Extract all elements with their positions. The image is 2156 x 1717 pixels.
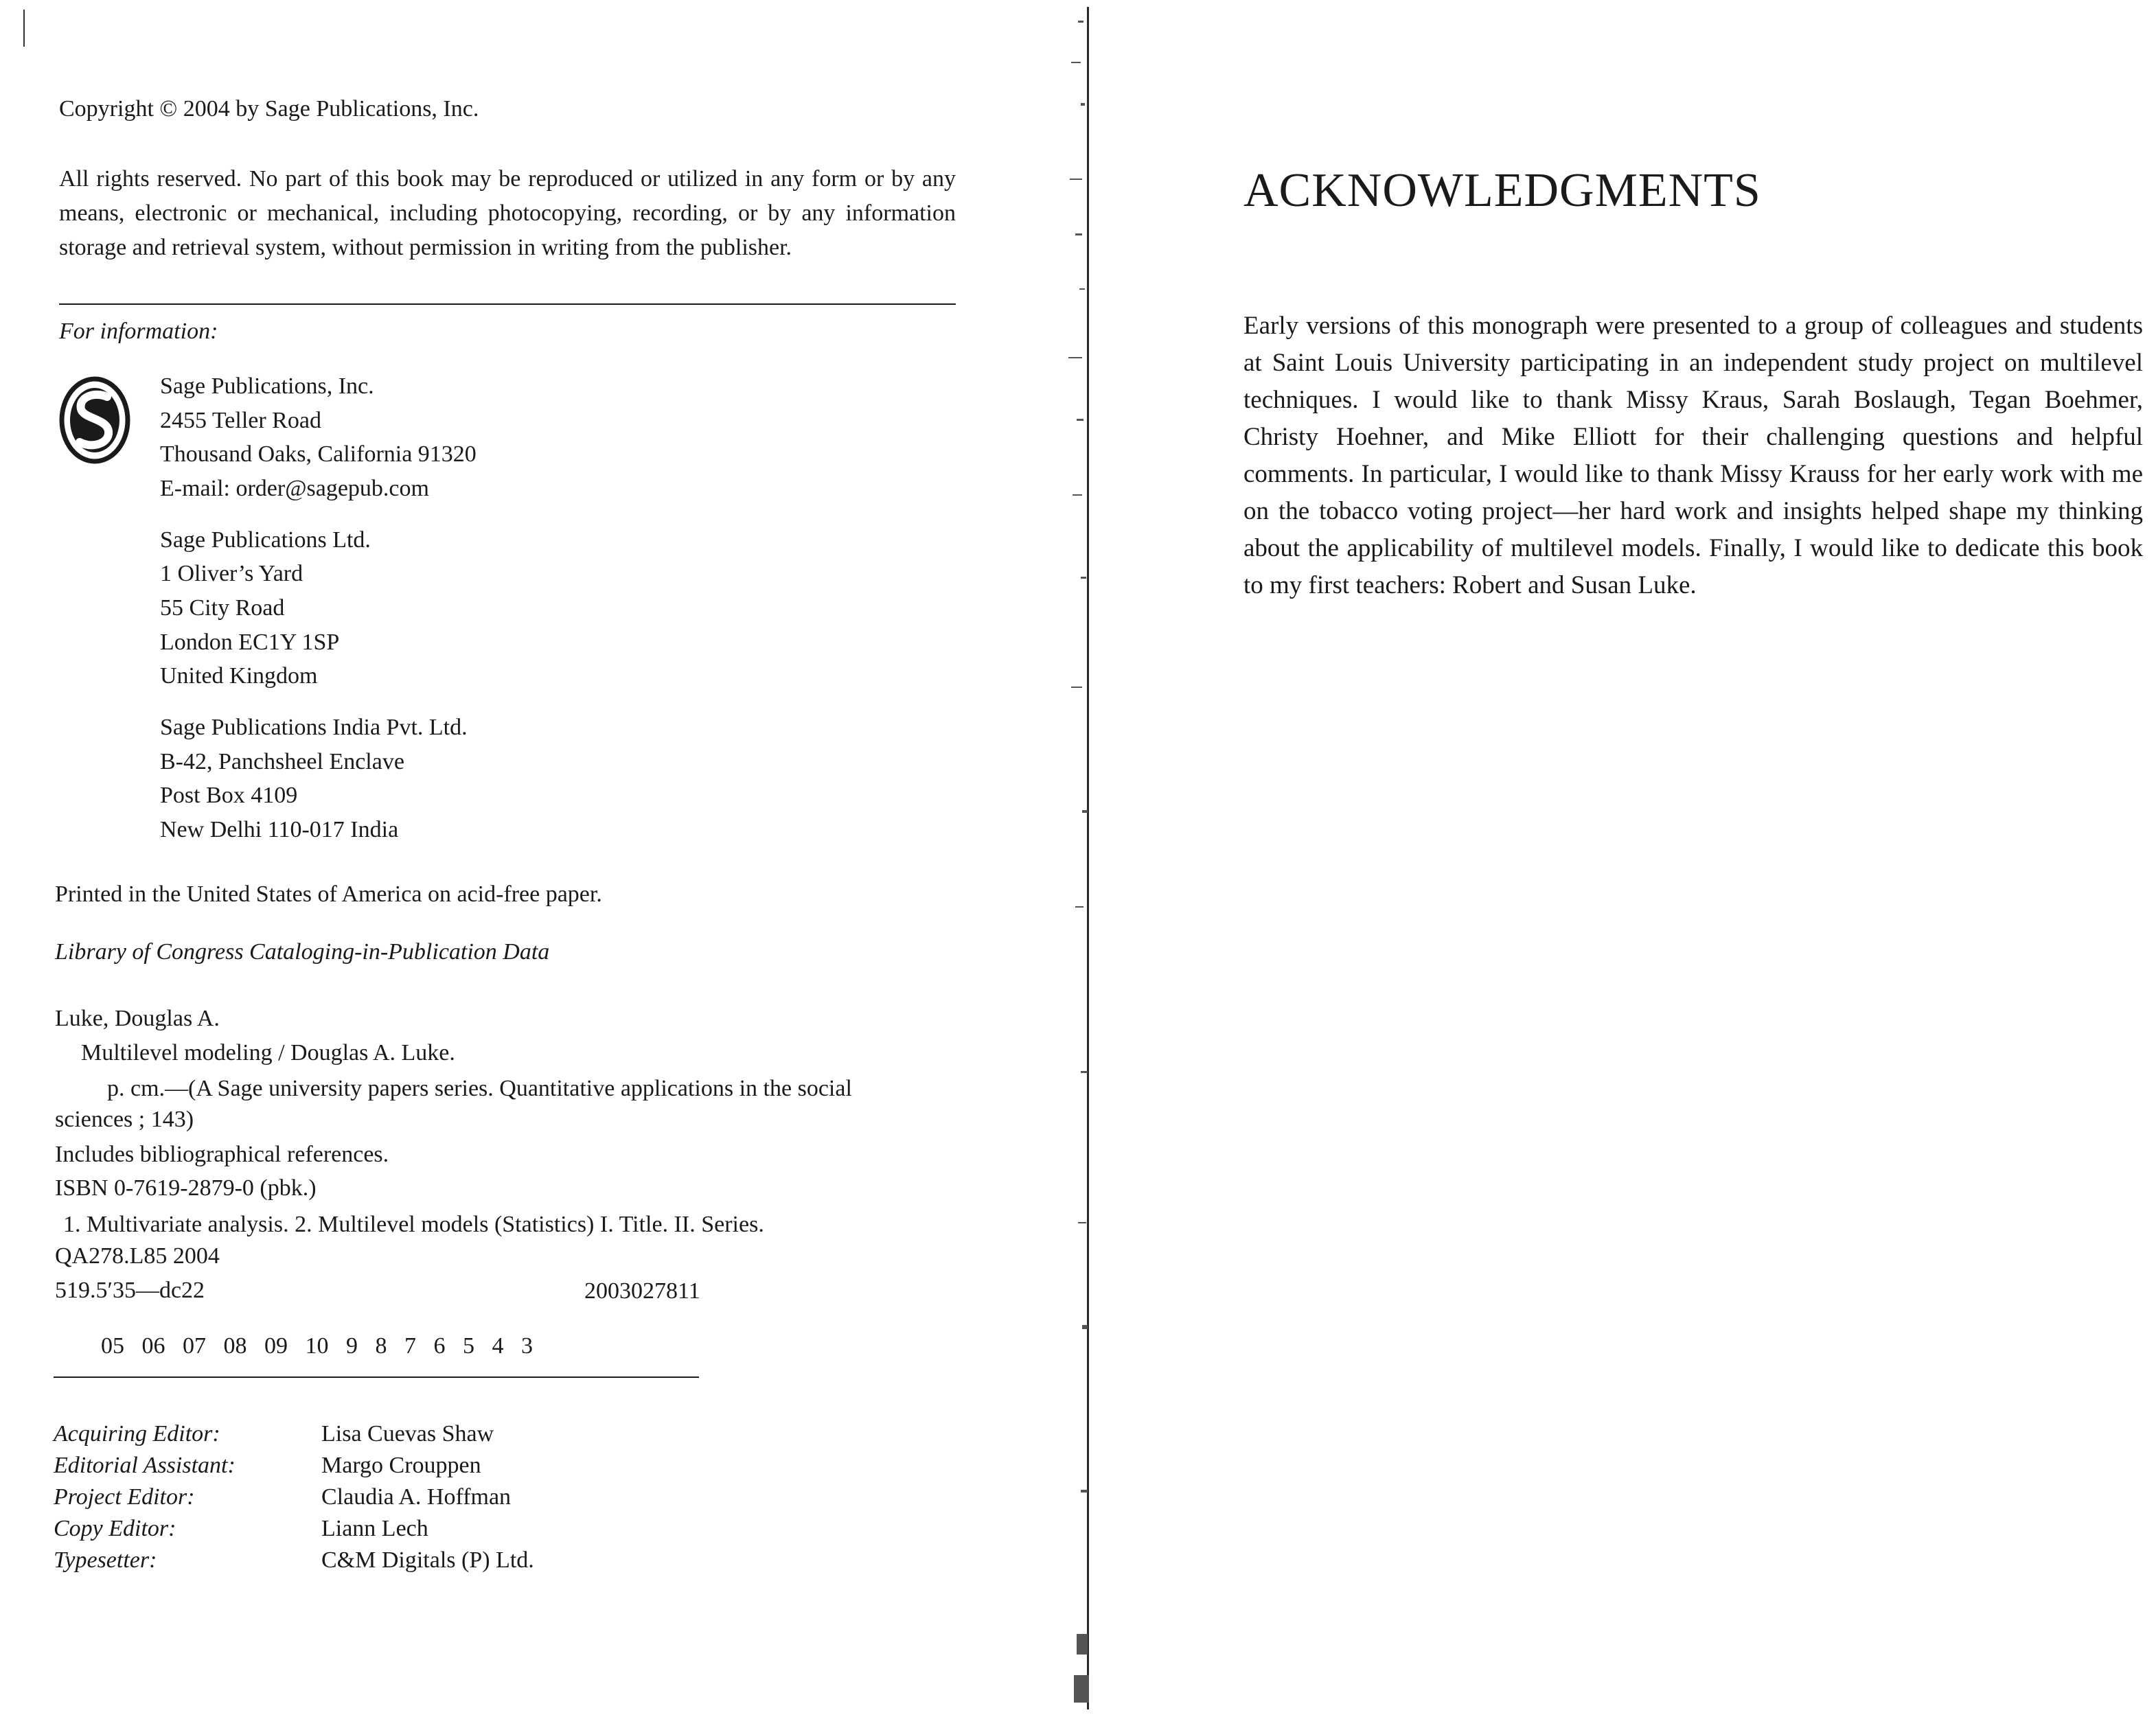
email-line: E-mail: order@sagepub.com [160,476,429,501]
cip-author: Luke, Douglas A. [55,1006,220,1031]
address-line: London EC1Y 1SP [160,630,340,655]
divider-bottom [54,1376,699,1378]
address-line: 1 Oliver’s Yard [160,561,303,586]
credit-role: Project Editor: [54,1484,195,1510]
address-line: Sage Publications Ltd. [160,527,371,553]
cip-heading: Library of Congress Cataloging-in-Publication Data [55,939,550,965]
address-line: United Kingdom [160,663,318,689]
cip-lc-call: QA278.L85 2004 [55,1243,220,1269]
divider-top [59,303,956,305]
cip-lccn: 2003027811 [584,1278,700,1304]
address-line: Thousand Oaks, California 91320 [160,441,477,467]
page-title: ACKNOWLEDGMENTS [1243,164,1761,217]
rights-paragraph: All rights reserved. No part of this book may be reproduced or utilized in any form or by any means, electronic or mechanical, including photocopying, recording, or by any information storage and retrieval system, without permission in writing from the publisher. [59,166,956,260]
scan-mark [23,10,25,47]
address-line: Sage Publications India Pvt. Ltd. [160,715,468,740]
printing-line: 05 06 07 08 09 10 9 8 7 6 5 4 3 [101,1333,533,1359]
acknowledgments-paragraph: Early versions of this monograph were presented to a group of colleagues and students at Saint Louis University participating in an independent study project on multilevel techniques. I would like to thank Missy Kraus, Sarah Boslaugh, Tegan Boehmer, Christy Hoehner, and Mike Elliott for their challenging questions and helpful comments. In particular, I would like to thank Missy Krauss for her early work with me on the tobacco voting project—her hard work and insights helped shape my thinking about the applicability of multilevel models. Finally, I would like to dedicate this book to my first teachers: Robert and Susan Luke. [1243,312,2143,599]
credit-name: Lisa Cuevas Shaw [321,1421,494,1447]
cip-title: Multilevel modeling / Douglas A. Luke. [81,1040,455,1065]
address-line: New Delhi 110-017 India [160,817,399,842]
cip-series: p. cm.—(A Sage university papers series. Quantitative applications in the social [107,1076,852,1101]
address-line: B-42, Panchsheel Enclave [160,749,404,774]
sage-logo-icon [59,376,130,464]
cip-isbn: ISBN 0-7619-2879-0 (pbk.) [55,1175,317,1201]
credit-name: Margo Crouppen [321,1453,481,1478]
credit-role: Typesetter: [54,1547,157,1573]
book-gutter [1051,0,1126,1717]
credit-role: Editorial Assistant: [54,1453,236,1478]
credit-role: Copy Editor: [54,1516,176,1541]
address-line: Post Box 4109 [160,783,298,808]
credit-name: Claudia A. Hoffman [321,1484,512,1510]
address-line: 55 City Road [160,595,285,621]
copyright-line: Copyright © 2004 by Sage Publications, Inc. [59,96,479,122]
address-line: 2455 Teller Road [160,408,321,433]
credit-name: C&M Digitals (P) Ltd. [321,1547,534,1573]
cip-biblio: Includes bibliographical references. [55,1142,389,1167]
printed-line: Printed in the United States of America on acid-free paper. [55,881,602,907]
acknowledgments-page [1126,0,2156,1717]
address-line: Sage Publications, Inc. [160,373,374,399]
credit-name: Liann Lech [321,1516,428,1541]
copyright-page [0,0,1071,1717]
cip-subjects: 1. Multivariate analysis. 2. Multilevel models (Statistics) I. Title. II. Series. [63,1212,764,1237]
credit-role: Acquiring Editor: [54,1421,220,1447]
cip-series-cont: sciences ; 143) [55,1107,194,1132]
for-information-label: For information: [59,319,218,344]
cip-dewey: 519.5′35—dc22 [55,1278,205,1303]
